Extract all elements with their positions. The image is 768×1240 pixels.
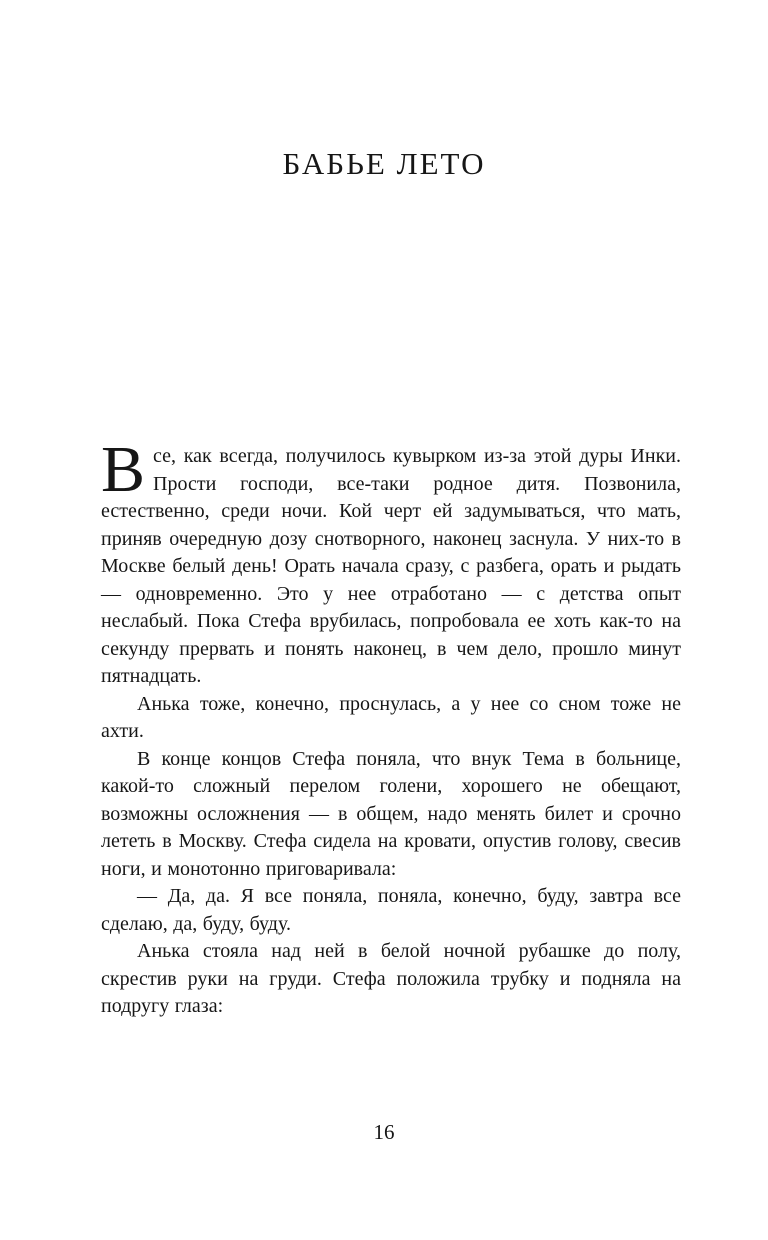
paragraph-text: се, как всегда, получилось кувырком из-за этой дуры Инки. Прости господи, все-таки родное дитя. Позвонила, естественно, среди ночи. Кой черт ей задумываться, что мать, приняв очередную дозу снотворного, наконец заснула. У них-то в Москве белый день! Орать начала сразу, с разбега, орать и рыдать — одновременно. Это у нее отработано — с детства опыт неслабый. Пока Стефа врубилась, попробовала ее хоть как-то на секунду прервать и понять наконец, в чем дело, прошло минут пятнадцать. — [101, 445, 681, 687]
page-number: 16 — [373, 1120, 395, 1144]
paragraph: В конце концов Стефа поняла, что внук Тема в больнице, какой-то сложный перелом голени, хорошего не обещают, возможны осложнения — в общем, надо менять билет и срочно лететь в Москву. Стефа сидела на кровати, опустив голову, свесив ноги, и монотонно приговаривала: — [101, 747, 681, 880]
paragraph — [101, 433, 681, 691]
paragraph: Анька стояла над ней в белой ночной рубашке до полу, скрестив руки на груди. Стефа положила трубку и подняла на подругу глаза: — [101, 940, 681, 1017]
chapter-title: БАБЬЕ ЛЕТО — [282, 146, 486, 181]
paragraph: Анька тоже, конечно, проснулась, а у нее со сном тоже не ахти. — [101, 692, 681, 742]
text-block — [101, 433, 681, 1021]
paragraph: — Да, да. Я все поняла, поняла, конечно, буду, завтра все сделаю, да, буду, буду. — [101, 885, 681, 935]
dropcap-letter: В — [101, 433, 146, 506]
